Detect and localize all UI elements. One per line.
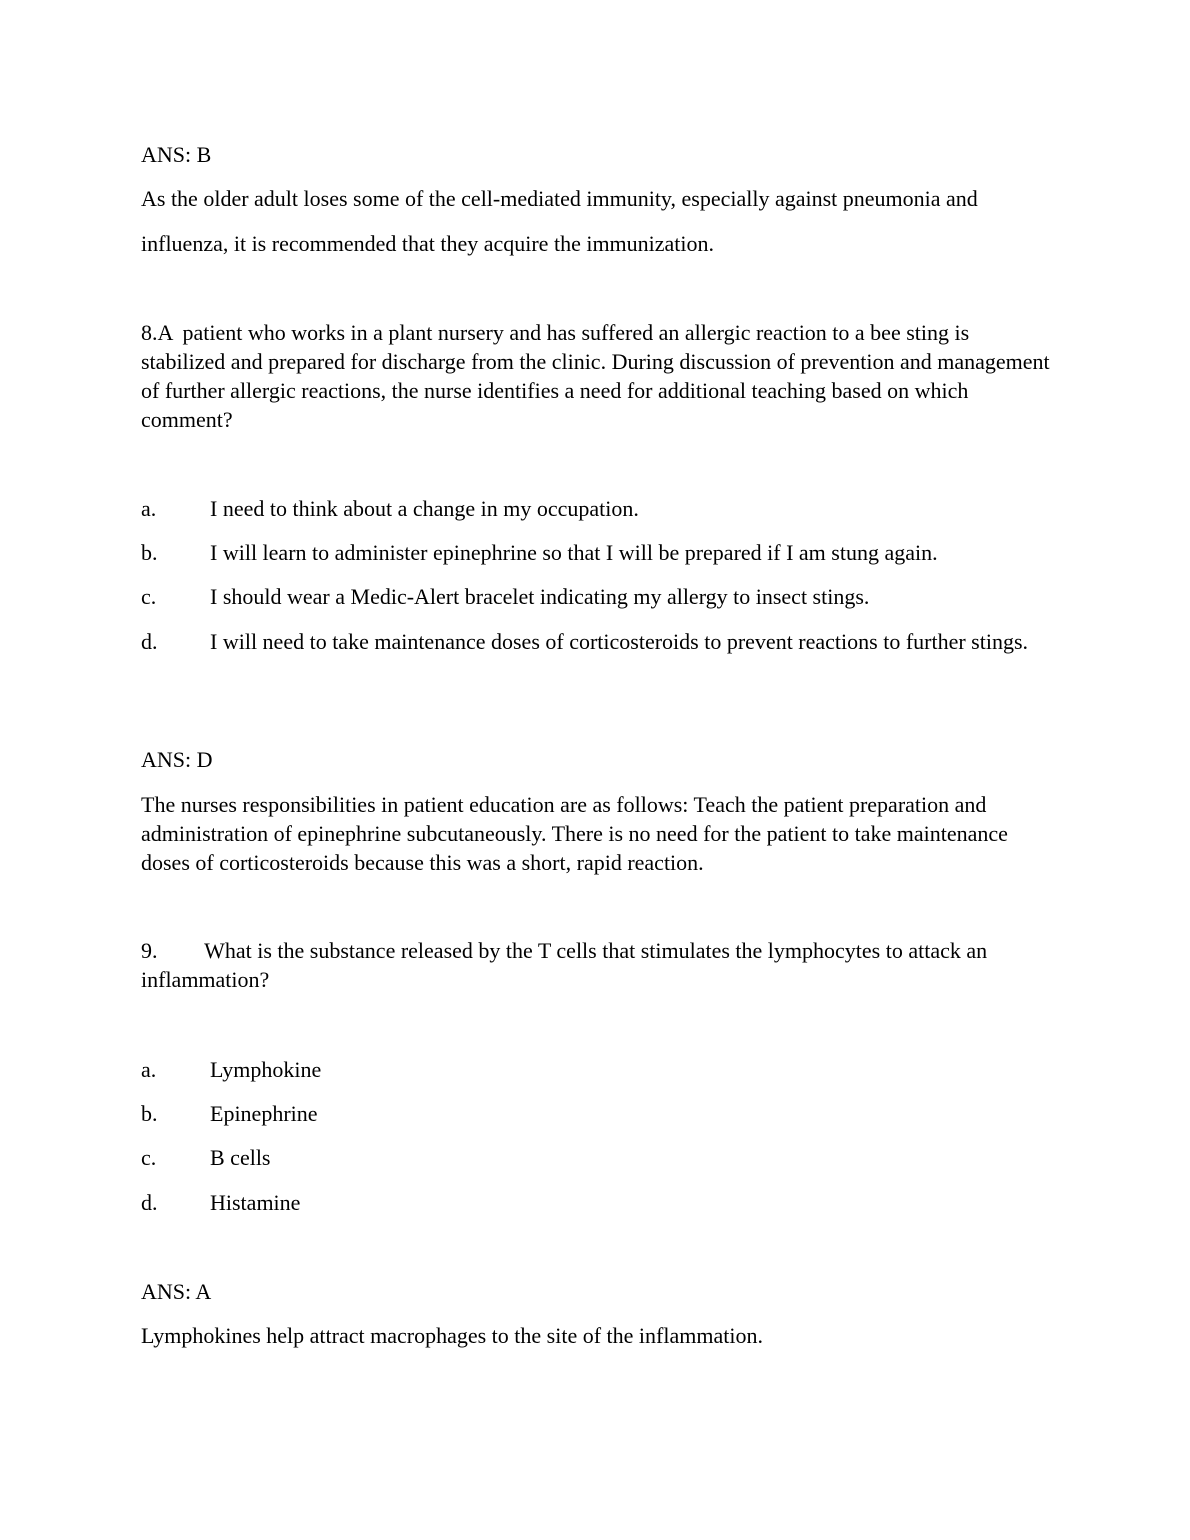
q8-option-b: b. I will learn to administer epinephrine so that I will be prepared if I am stung again.: [141, 540, 938, 565]
q7-rationale-line1: As the older adult loses some of the cell-mediated immunity, especially against pneumonia and: [141, 186, 978, 211]
q8-stem-text: patient who works in a plant nursery and has suffered an allergic reaction to a bee sting is stabilized and prepared for discharge from the clinic. During discussion of prevention and management of further allergic reactions, the nurse identifies a need for additional teaching based on which comment?: [141, 320, 1050, 432]
q8-answer: ANS: D: [141, 747, 213, 772]
q9-option-b: b. Epinephrine: [141, 1101, 318, 1126]
q8-option-d: d. I will need to take maintenance doses of corticosteroids to prevent reactions to further stings.: [141, 629, 1029, 654]
q8-option-a: a. I need to think about a change in my occupation.: [141, 496, 639, 521]
q9-stem: [141, 936, 1053, 994]
q8-rationale: The nurses responsibilities in patient education are as follows: Teach the patient preparation and administration of epinephrine subcutaneously. There is no need for the patient to take maintenance doses of corticosteroids because this was a short, rapid reaction.: [141, 792, 1008, 875]
q7-rationale-line2: influenza, it is recommended that they acquire the immunization.: [141, 231, 715, 256]
q9-stem-text: What is the substance released by the T cells that stimulates the lymphocytes to attack an inflammation?: [141, 938, 988, 992]
q9-option-c: c. B cells: [141, 1145, 271, 1170]
q8-stem: [141, 318, 1053, 434]
q7-answer: ANS: B: [141, 142, 212, 167]
q8-option-c: c. I should wear a Medic-Alert bracelet indicating my allergy to insect stings.: [141, 584, 870, 609]
q9-option-a: a. Lymphokine: [141, 1057, 322, 1082]
q9-answer: ANS: A: [141, 1279, 212, 1304]
q8-number: 8.A: [141, 320, 174, 345]
q9-rationale: Lymphokines help attract macrophages to the site of the inflammation.: [141, 1323, 763, 1348]
q9-option-d: d. Histamine: [141, 1190, 301, 1215]
q9-number: 9.: [141, 938, 158, 963]
